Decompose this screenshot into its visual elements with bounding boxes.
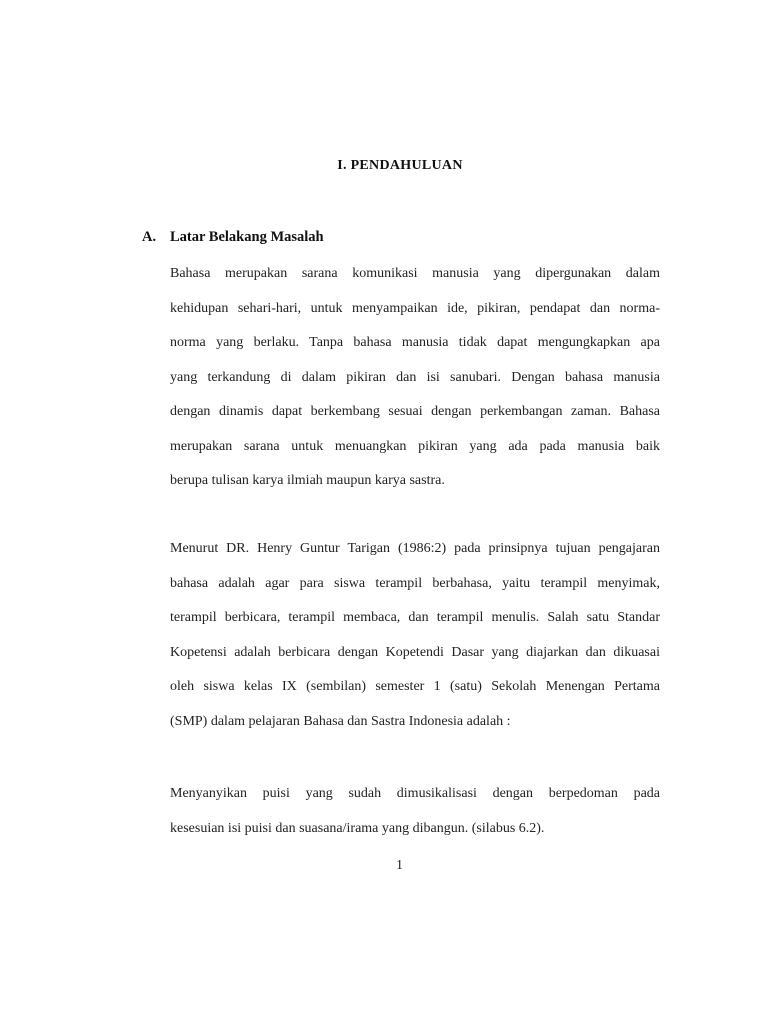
paragraph-line: kesesuian isi puisi dan suasana/irama yang dibangun. (silabus 6.2).: [170, 820, 545, 836]
paragraph-2: [170, 532, 660, 739]
paragraph-line: berupa tulisan karya ilmiah maupun karya sastra.: [170, 473, 445, 488]
paragraph-1: [170, 257, 660, 499]
section-title: Latar Belakang Masalah: [170, 229, 324, 245]
chapter-title: I. PENDAHULUAN: [337, 158, 463, 173]
section-heading: [142, 229, 324, 246]
paragraph-line: norma yang berlaku. Tanpa bahasa manusia tidak dapat mengungkapkan apa: [170, 335, 660, 350]
paragraph-line: Menyanyikan puisi yang sudah dimusikalisasi dengan berpedoman pada: [170, 786, 660, 801]
paragraph-line: (SMP) dalam pelajaran Bahasa dan Sastra Indonesia adalah :: [170, 713, 511, 729]
paragraph-line: kehidupan sehari-hari, untuk menyampaikan ide, pikiran, pendapat dan norma-: [170, 300, 660, 316]
section-marker: A.: [142, 229, 157, 245]
paragraph-line: dengan dinamis dapat berkembang sesuai dengan perkembangan zaman. Bahasa: [170, 404, 660, 419]
paragraph-line: Bahasa merupakan sarana komunikasi manusia yang dipergunakan dalam: [170, 266, 660, 281]
paragraph-line: oleh siswa kelas IX (sembilan) semester 1 (satu) Sekolah Menengan Pertama: [170, 679, 660, 694]
paragraph-line: Kopetensi adalah berbicara dengan Kopetendi Dasar yang diajarkan dan dikuasai: [170, 644, 660, 660]
paragraph-line: terampil berbicara, terampil membaca, dan terampil menulis. Salah satu Standar: [170, 610, 660, 625]
page-number: 1: [396, 858, 403, 873]
paragraph-3: [170, 777, 660, 846]
paragraph-line: merupakan sarana untuk menuangkan pikiran yang ada pada manusia baik: [170, 438, 660, 454]
paragraph-line: bahasa adalah agar para siswa terampil berbahasa, yaitu terampil menyimak,: [170, 575, 660, 591]
paragraph-line: yang terkandung di dalam pikiran dan isi sanubari. Dengan bahasa manusia: [170, 369, 660, 385]
paragraph-line: Menurut DR. Henry Guntur Tarigan (1986:2) pada prinsipnya tujuan pengajaran: [170, 541, 660, 556]
